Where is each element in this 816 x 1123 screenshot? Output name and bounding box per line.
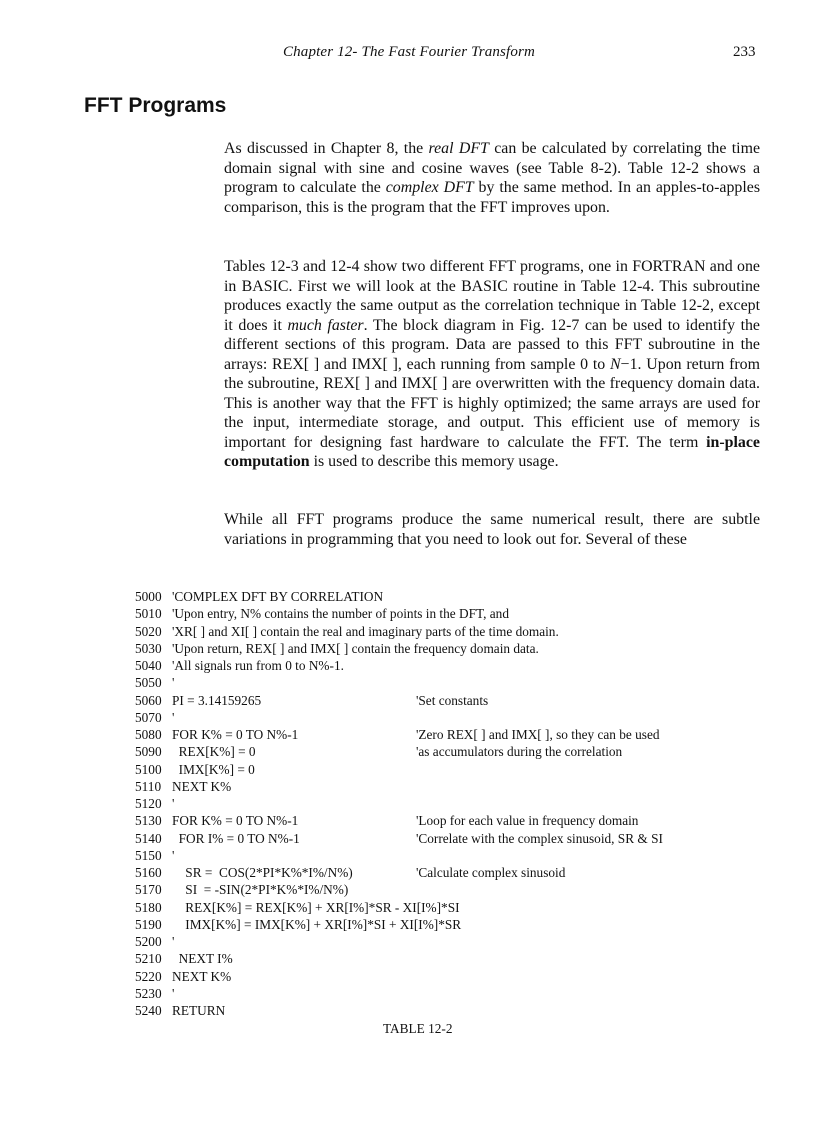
code-line: [135, 985, 735, 1002]
code-line: [135, 588, 735, 605]
code-line-number: 5030: [135, 640, 162, 656]
paragraph-2: [224, 257, 760, 472]
code-comment: 'Loop for each value in frequency domain: [416, 813, 639, 829]
code-statement: IMX[K%] = IMX[K%] + XR[I%]*SI + XI[I%]*SR: [172, 916, 462, 932]
code-statement: ': [172, 709, 175, 725]
running-header: [0, 44, 816, 66]
code-line: [135, 830, 735, 847]
code-statement: 'All signals run from 0 to N%-1.: [172, 658, 344, 673]
paragraph-text: Tables 12-3 and 12-4 show two different FFT programs, one in FORTRAN and one in BASIC. First we will look at the BASIC routine in Table 12-4. This subroutine produces exactly the same output as the correlation technique in Table 12-2, except it does it: [224, 258, 760, 334]
code-line: [135, 657, 735, 674]
code-statement: SR = COS(2*PI*K%*I%/N%): [172, 865, 353, 880]
code-line: [135, 726, 735, 743]
code-line-number: 5240: [135, 1003, 162, 1018]
code-line: [135, 640, 735, 657]
page-number: 233: [733, 44, 756, 60]
code-line: [135, 812, 735, 829]
code-line: [135, 968, 735, 985]
code-line: [135, 605, 735, 622]
paragraph-text: . The block diagram in Fig. 12-7 can be used to identify the different sections of this program. Data are passed to this FFT subroutine in the arrays: REX[ ] and IMX[ ], each running from sample 0 to: [224, 316, 760, 373]
paragraph-text: As discussed in Chapter 8, the: [224, 140, 429, 157]
code-line: [135, 1002, 735, 1019]
code-statement: NEXT I%: [172, 951, 233, 967]
paragraph-1: [224, 139, 760, 217]
code-line-number: 5150: [135, 847, 162, 863]
paragraph-text: While all FFT programs produce the same numerical result, there are subtle variations in programming that you need to look out for. Several of these: [224, 511, 760, 548]
code-statement: NEXT K%: [172, 968, 232, 984]
code-statement: FOR I% = 0 TO N%-1: [172, 830, 300, 846]
code-statement: FOR K% = 0 TO N%-1: [172, 813, 299, 829]
table-caption: TABLE 12-2: [383, 1021, 453, 1036]
code-line-number: 5010: [135, 606, 162, 622]
code-comment: 'Calculate complex sinusoid: [416, 865, 566, 880]
code-line-number: 5210: [135, 951, 162, 967]
code-statement: ': [172, 985, 175, 1001]
code-statement: ': [172, 934, 175, 949]
code-line: [135, 933, 735, 950]
code-statement: ': [172, 796, 175, 811]
code-line-number: 5110: [135, 778, 162, 794]
code-statement: REX[K%] = REX[K%] + XR[I%]*SR - XI[I%]*SI: [172, 899, 460, 915]
code-line: [135, 692, 735, 709]
code-line-number: 5070: [135, 709, 162, 725]
paragraph-text: is used to describe this memory usage.: [309, 453, 559, 471]
code-comment: 'Set constants: [416, 692, 489, 708]
code-statement: PI = 3.14159265: [172, 692, 262, 708]
code-line: [135, 761, 735, 778]
code-line: [135, 623, 735, 640]
code-line: [135, 709, 735, 726]
paragraph-3: [224, 510, 760, 549]
code-line: [135, 795, 735, 812]
code-line-number: 5190: [135, 916, 162, 932]
code-line-number: 5060: [135, 692, 162, 708]
code-statement: 'Upon return, REX[ ] and IMX[ ] contain the frequency domain data.: [172, 640, 539, 656]
code-line: [135, 899, 735, 916]
paragraph-text: can be calculated by correlating the time domain signal with sine and cosine waves (see Table 8-2). Table 12-2 shows a program to calculate the: [224, 140, 760, 197]
code-statement: NEXT K%: [172, 778, 232, 794]
code-line: [135, 950, 735, 967]
code-statement: IMX[K%] = 0: [172, 761, 255, 777]
code-statement: 'COMPLEX DFT BY CORRELATION: [172, 589, 384, 604]
paragraph-text: −1. Upon return from the subroutine, REX[ ] and IMX[ ] are overwritten with the frequency domain data. This is another way that the FFT is highly optimized; the same arrays are used for the input, intermediate storage, and output. This efficient use of memory is important for designing fast hardware to calculate the FFT. The term: [224, 355, 760, 451]
code-line-number: 5200: [135, 934, 162, 949]
code-statement: REX[K%] = 0: [172, 744, 256, 760]
code-line: [135, 778, 735, 795]
code-line: [135, 864, 735, 881]
code-statement: 'XR[ ] and XI[ ] contain the real and imaginary parts of the time domain.: [172, 623, 559, 639]
code-line-number: 5140: [135, 830, 162, 846]
code-line: [135, 881, 735, 898]
code-line: [135, 674, 735, 691]
code-line-number: 5230: [135, 985, 162, 1001]
code-line-number: 5170: [135, 882, 162, 898]
code-line-number: 5180: [135, 899, 162, 915]
code-line-number: 5020: [135, 623, 162, 639]
code-comment: 'Zero REX[ ] and IMX[ ], so they can be used: [416, 727, 660, 742]
code-statement: SI = -SIN(2*PI*K%*I%/N%): [172, 882, 349, 898]
emphasis-complex-dft: complex DFT: [385, 179, 474, 197]
paragraph-text: by the same method. In an apples-to-apples comparison, this is the program that the FFT improves upon.: [224, 179, 761, 216]
code-line-number: 5130: [135, 813, 162, 829]
code-line-number: 5050: [135, 675, 162, 691]
code-line-number: 5040: [135, 658, 162, 673]
code-statement: RETURN: [172, 1003, 226, 1018]
code-line-number: 5220: [135, 968, 162, 984]
chapter-title: Chapter 12- The Fast Fourier Transform: [283, 44, 535, 60]
code-line-number: 5000: [135, 589, 162, 604]
code-line-number: 5120: [135, 796, 162, 811]
code-comment: 'as accumulators during the correlation: [416, 744, 623, 760]
code-line-number: 5090: [135, 744, 162, 760]
code-line-number: 5080: [135, 727, 162, 742]
term-in-place-computation: in-place computation: [224, 433, 760, 471]
code-line-number: 5160: [135, 865, 162, 880]
section-title: FFT Programs: [84, 94, 227, 117]
code-line: [135, 847, 735, 864]
code-line: [135, 743, 735, 760]
code-statement: ': [172, 675, 175, 691]
code-line-number: 5100: [135, 761, 162, 777]
code-comment: 'Correlate with the complex sinusoid, SR & SI: [416, 830, 663, 846]
code-listing: [135, 588, 735, 1019]
math-variable-n: N: [610, 355, 621, 373]
code-statement: 'Upon entry, N% contains the number of points in the DFT, and: [172, 606, 509, 622]
code-line: [135, 916, 735, 933]
code-statement: ': [172, 847, 175, 863]
emphasis-real-dft: real DFT: [428, 140, 489, 157]
code-statement: FOR K% = 0 TO N%-1: [172, 727, 299, 742]
emphasis-much-faster: much faster: [287, 316, 364, 334]
